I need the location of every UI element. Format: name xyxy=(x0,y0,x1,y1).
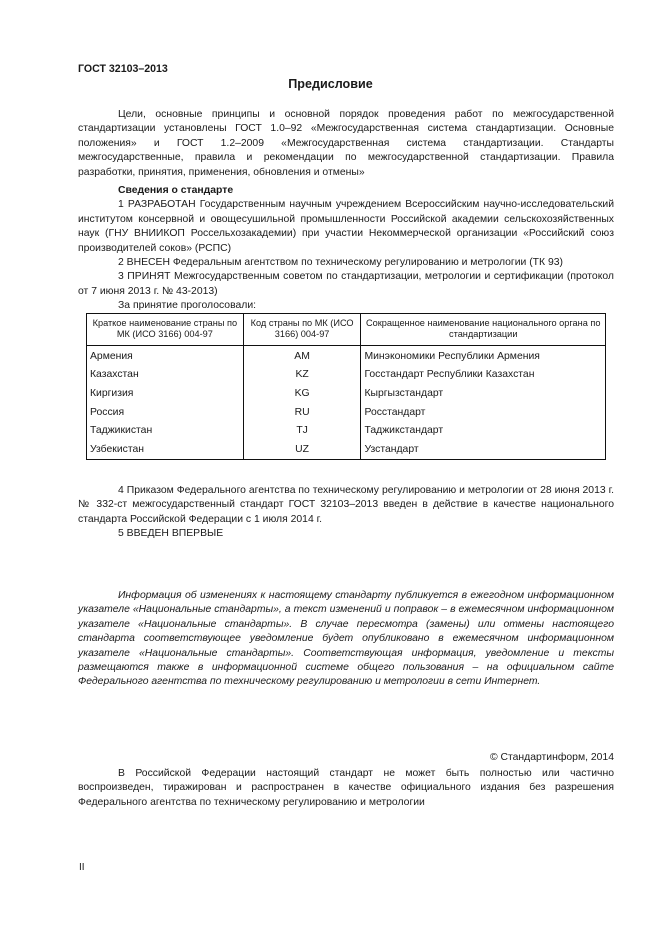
table-row xyxy=(87,384,606,403)
country-code: RU xyxy=(243,403,361,422)
country-code: KG xyxy=(243,384,361,403)
intro-section xyxy=(78,108,614,180)
header-country-name: Краткое наименование страны по МК (ИСО 3166) 004-97 xyxy=(87,314,244,346)
table-row xyxy=(87,346,606,366)
rights-section xyxy=(78,767,614,810)
page-number: II xyxy=(79,862,85,873)
country-code: KZ xyxy=(243,366,361,385)
voted-label: За принятие проголосовали: xyxy=(118,300,257,312)
info-item-developed: 1 РАЗРАБОТАН Государственным научным учреждением Всероссийским научно-исследовательский институтом консервной и овощесушильной промышленности Российской академии сельскохозяйственных наук (ГНУ ВНИИКОП Россельхозакадемии) при участии Некоммерческой организации «Российский союз производителей соков» (РСПС) xyxy=(78,199,614,254)
copyright: © Стандартинформ, 2014 xyxy=(489,752,614,763)
intro-paragraph: Цели, основные принципы и основной порядок проведения работ по межгосударственной стандартизации установлены ГОСТ 1.0–92 «Межгосударственная система стандартизации. Основные положения» и ГОСТ 1.2–2009 «Межгосударственная система стандартизации. Стандарты межгосударственные, правила и рекомендации по межгосударственной стандартизации. Правила разработки, принятия, применения, обновления и отмены» xyxy=(78,109,614,178)
country-name: Россия xyxy=(87,403,244,422)
document-code: ГОСТ 32103–2013 xyxy=(78,63,168,75)
country-code: AM xyxy=(243,346,361,366)
national-body: Таджикстандарт xyxy=(361,421,606,440)
standard-info-heading: Сведения о стандарте xyxy=(118,185,234,196)
header-national-body: Сокращенное наименование национального органа по стандартизации xyxy=(361,314,606,346)
changes-notice: Информация об изменениях к настоящему стандарту публикуется в ежегодном информационном указателе «Национальные стандарты», а текст изменений и поправок – в ежемесячном информационном указателе «Национальные стандарты». В случае пересмотра (замены) или отмены настоящего стандарта соответствующее уведомление будет опубликовано в ежемесячном информационном указателе «Национальные стандарты». Соответствующая информация, уведомление и тексты размещаются также в информационной системе общего пользования – на официальном сайте Федерального агентства по техническому регулированию и метрологии в сети Интернет. xyxy=(78,590,614,688)
country-name: Киргизия xyxy=(87,384,244,403)
table-row xyxy=(87,366,606,385)
info-item-order: 4 Приказом Федерального агентства по техническому регулированию и метрологии от 28 июня 2013 г. № 332-ст межгосударственный стандарт ГОСТ 32103–2013 введен в действие в качестве национального стандарта Российской Федерации с 1 июля 2014 г. xyxy=(78,485,614,525)
reproduction-rights: В Российской Федерации настоящий стандарт не может быть полностью или частично воспроизведен, тиражирован и распространен в качестве официального издания без разрешения Федерального агентства по техническому регулированию и метрологии xyxy=(78,768,614,808)
country-name: Таджикистан xyxy=(87,421,244,440)
page-title: Предисловие xyxy=(288,77,373,91)
country-name: Армения xyxy=(87,346,244,366)
national-body: Росстандарт xyxy=(361,403,606,422)
header-country-code: Код страны по МК (ИСО 3166) 004-97 xyxy=(243,314,361,346)
standard-info-section xyxy=(78,184,614,314)
table-row xyxy=(87,403,606,422)
country-code: UZ xyxy=(243,440,361,459)
national-body: Узстандарт xyxy=(361,440,606,459)
country-name: Казахстан xyxy=(87,366,244,385)
national-body: Минэкономики Республики Армения xyxy=(361,346,606,366)
country-code: TJ xyxy=(243,421,361,440)
info-item-adopted: 3 ПРИНЯТ Межгосударственным советом по стандартизации, метрологии и сертификации (протокол от 7 июня 2013 г. № 43-2013) xyxy=(78,271,614,297)
table-row xyxy=(87,440,606,459)
table-header-row xyxy=(87,314,606,346)
national-body: Кыргызстандарт xyxy=(361,384,606,403)
changes-notice-section xyxy=(78,589,614,690)
info-item-first-introduced: 5 ВВЕДЕН ВПЕРВЫЕ xyxy=(118,528,224,540)
voting-countries-table xyxy=(86,313,606,460)
table-row xyxy=(87,421,606,440)
national-body: Госстандарт Республики Казахстан xyxy=(361,366,606,385)
country-name: Узбекистан xyxy=(87,440,244,459)
enactment-section xyxy=(78,484,614,542)
info-item-introduced: 2 ВНЕСЕН Федеральным агентством по техническому регулированию и метрологии (ТК 93) xyxy=(118,257,563,269)
